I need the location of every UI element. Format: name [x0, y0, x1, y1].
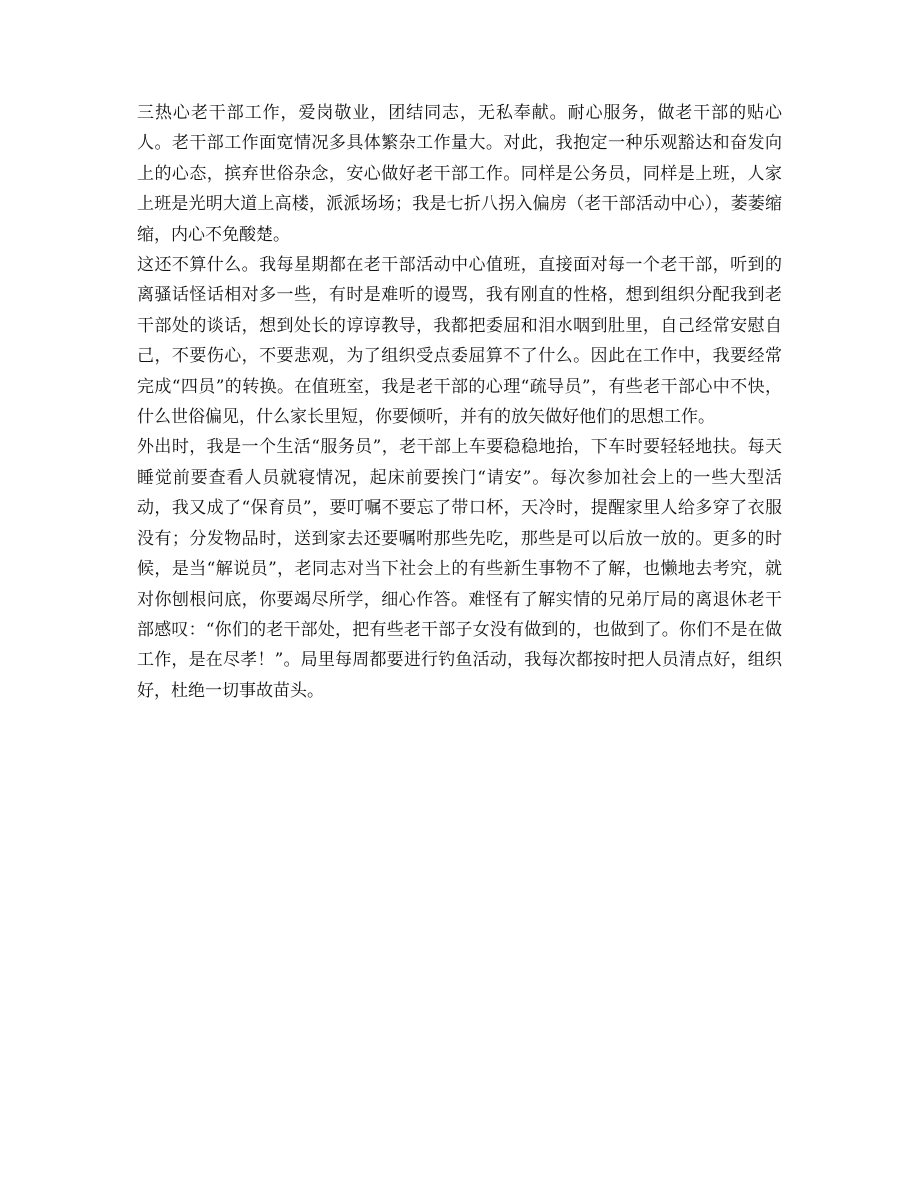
paragraph-3: 外出时，我是一个生活“服务员”，老干部上车要稳稳地抬，下车时要轻轻地扶。每天睡觉前要查看人员就寝情况，起床前要挨门“请安”。每次参加社会上的一些大型活动，我又成了“保育员”，要叮嘱不要忘了带口杯，天冷时，提醒家里人给多穿了衣服没有；分发物品时，送到家去还要嘱咐那些先吃，那些是可以后放一放的。更多的时候，是当“解说员”，老同志对当下社会上的有些新生事物不了解，也懒地去考究，就对你刨根问底，你要竭尽所学，细心作答。难怪有了解实情的兄弟厅局的离退休老干部感叹：“你们的老干部处，把有些老干部子女没有做到的，也做到了。你们不是在做工作，是在尽孝！”。局里每周都要进行钓鱼活动，我每次都按时把人员清点好，组织好，杜绝一切事故苗头。: [137, 437, 782, 701]
document-body: [137, 98, 782, 706]
paragraph-2: 这还不算什么。我每星期都在老干部活动中心值班，直接面对每一个老干部，听到的离骚话怪话相对多一些，有时是难听的谩骂，我有刚直的性格，想到组织分配我到老干部处的谈话，想到处长的谆谆教导，我都把委屈和泪水咽到肚里，自己经常安慰自己，不要伤心，不要悲观，为了组织受点委屈算不了什么。因此在工作中，我要经常完成“四员”的转换。在值班室，我是老干部的心理“疏导员”，有些老干部心中不快，什么世俗偏见，什么家长里短，你要倾听，并有的放矢做好他们的思想工作。: [137, 255, 782, 428]
paragraph-1: 三热心老干部工作，爱岗敬业，团结同志，无私奉献。耐心服务，做老干部的贴心人。老干部工作面宽情况多具体繁杂工作量大。对此，我抱定一种乐观豁达和奋发向上的心态，摈弃世俗杂念，安心做好老干部工作。同样是公务员，同样是上班，人家上班是光明大道上高楼，派派场场；我是七折八拐入偏房（老干部活动中心），萎萎缩缩，内心不免酸楚。: [137, 103, 782, 245]
